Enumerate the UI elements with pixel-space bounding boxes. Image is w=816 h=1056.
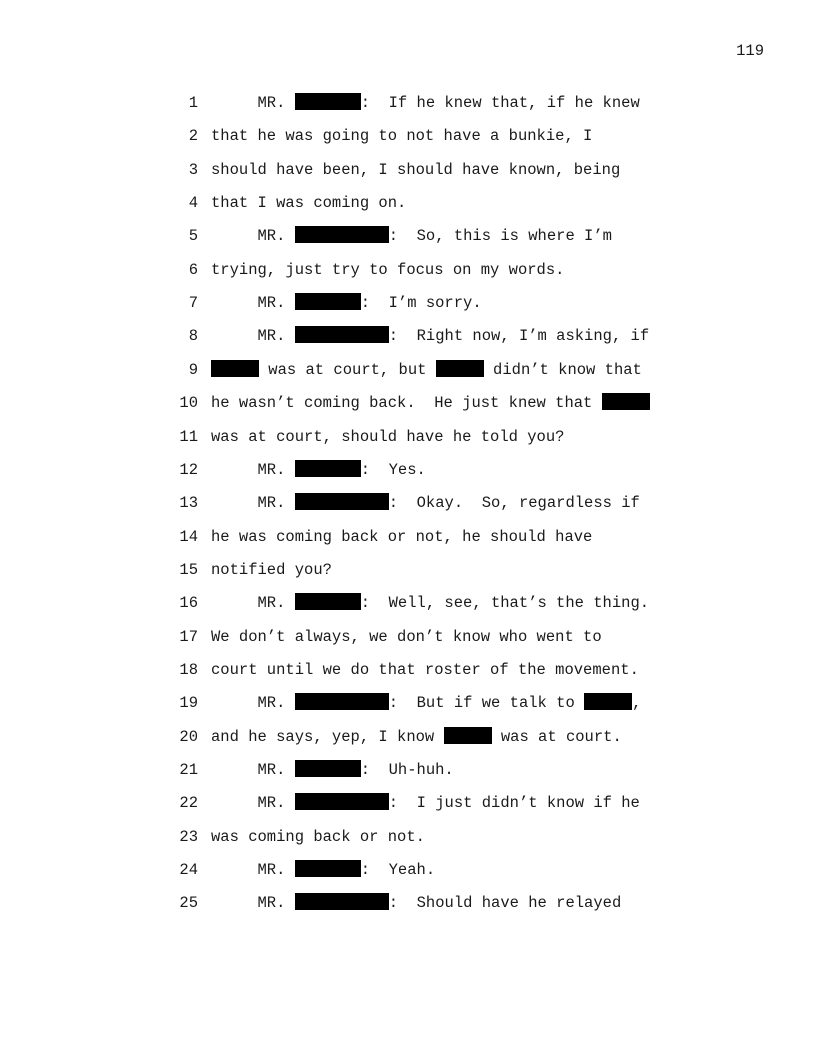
line-text	[211, 560, 332, 580]
page-number: 119	[736, 42, 764, 60]
transcript-line	[0, 893, 816, 913]
line-text	[211, 527, 592, 547]
redaction-block	[584, 693, 632, 710]
transcript-line	[0, 293, 816, 313]
line-text	[211, 760, 454, 780]
transcript-line	[0, 93, 816, 113]
line-number: 8	[188, 327, 198, 346]
line-text-segment: he wasn’t coming back. He just knew that	[211, 394, 602, 413]
redaction-block	[436, 360, 484, 377]
line-text-segment: notified you?	[211, 560, 332, 579]
line-number: 4	[188, 194, 198, 213]
redaction-block	[295, 693, 389, 710]
line-text-segment: MR.	[211, 694, 295, 713]
line-text-segment: trying, just try to focus on my words.	[211, 260, 565, 279]
line-text-segment: and he says, yep, I know	[211, 727, 444, 746]
line-text	[211, 893, 621, 913]
line-text-segment: was coming back or not.	[211, 827, 425, 846]
line-text-segment: MR.	[211, 794, 295, 813]
line-text-segment: : Uh-huh.	[360, 761, 454, 779]
line-text-segment: was at court, should have he told you?	[211, 427, 565, 446]
transcript-line	[0, 260, 816, 280]
redaction-block	[295, 760, 361, 777]
line-number: 18	[179, 660, 198, 679]
line-number: 22	[179, 794, 198, 813]
line-text-segment: MR.	[211, 460, 295, 479]
line-text-segment: : Should have he relayed	[388, 894, 622, 913]
transcript-line	[0, 226, 816, 246]
line-number: 6	[188, 260, 198, 279]
transcript-line	[0, 727, 816, 747]
line-number: 17	[179, 627, 198, 646]
line-number: 20	[179, 727, 198, 746]
redaction-block	[295, 860, 361, 877]
redaction-block	[295, 893, 389, 910]
line-text-segment: : Yeah.	[360, 861, 436, 880]
redaction-block	[295, 326, 389, 343]
line-number: 1	[188, 94, 198, 112]
line-text-segment: : Well, see, that’s the thing.	[360, 594, 650, 613]
transcript-line	[0, 427, 816, 447]
redaction-block	[295, 460, 361, 477]
line-text-segment: : I just didn’t know if he	[388, 794, 640, 813]
line-text	[211, 460, 426, 480]
line-text-segment: MR.	[211, 761, 295, 779]
line-number: 9	[188, 360, 198, 379]
line-number: 2	[188, 127, 198, 146]
redaction-block	[295, 493, 389, 510]
line-number: 12	[179, 460, 198, 479]
line-text	[211, 827, 425, 847]
line-number: 23	[179, 827, 198, 846]
line-text	[211, 326, 649, 346]
redaction-block	[444, 727, 492, 744]
transcript-line	[0, 860, 816, 880]
line-text-segment: was at court, but	[259, 360, 436, 379]
line-text	[211, 860, 435, 880]
line-number: 7	[188, 294, 198, 313]
line-text	[211, 126, 592, 146]
transcript-line	[0, 360, 816, 380]
line-text	[211, 693, 641, 713]
line-number: 24	[179, 861, 198, 880]
line-text	[211, 226, 612, 246]
line-text	[211, 593, 649, 613]
line-text-segment: : If he knew that, if he knew	[360, 94, 640, 112]
line-number: 13	[179, 494, 198, 513]
line-text-segment: : Okay. So, regardless if	[388, 494, 640, 513]
line-text	[211, 427, 564, 447]
redaction-block	[295, 593, 361, 610]
transcript-line	[0, 627, 816, 647]
transcript-line	[0, 793, 816, 813]
transcript-line	[0, 160, 816, 180]
line-text	[211, 293, 482, 313]
line-text	[211, 260, 564, 280]
transcript-line	[0, 660, 816, 680]
line-text-segment: MR.	[211, 861, 295, 880]
line-number: 16	[179, 594, 198, 613]
line-number: 5	[188, 227, 198, 246]
line-number: 21	[179, 761, 198, 779]
line-text-segment: didn’t know that	[483, 360, 642, 379]
redaction-block	[295, 793, 389, 810]
transcript-line	[0, 827, 816, 847]
line-text-segment: : Right now, I’m asking, if	[388, 327, 650, 346]
transcript-line	[0, 126, 816, 146]
line-text	[211, 160, 620, 180]
line-text-segment: he was coming back or not, he should have	[211, 527, 593, 546]
line-text-segment: MR.	[211, 327, 295, 346]
redaction-block	[295, 93, 361, 110]
line-number: 11	[179, 427, 198, 446]
transcript-line	[0, 693, 816, 713]
line-text	[211, 627, 602, 647]
line-number: 15	[179, 560, 198, 579]
line-number: 10	[179, 394, 198, 413]
line-text-segment: : I’m sorry.	[360, 294, 482, 313]
line-text	[211, 660, 639, 680]
line-text	[211, 727, 622, 747]
line-text-segment: that I was coming on.	[211, 194, 407, 213]
line-text	[211, 393, 650, 413]
line-number: 14	[179, 527, 198, 546]
line-text-segment: : But if we talk to	[388, 694, 585, 713]
redaction-block	[295, 226, 389, 243]
transcript-line	[0, 527, 816, 547]
transcript-line	[0, 393, 816, 413]
line-text-segment: ,	[632, 694, 642, 713]
line-text-segment: : Yes.	[360, 460, 426, 479]
line-text	[211, 493, 640, 513]
transcript-line	[0, 593, 816, 613]
transcript-line	[0, 493, 816, 513]
line-text-segment: MR.	[211, 94, 295, 112]
line-text-segment: MR.	[211, 227, 295, 246]
transcript-line	[0, 326, 816, 346]
line-text-segment: : So, this is where I’m	[388, 227, 612, 246]
line-text-segment: MR.	[211, 494, 295, 513]
line-number: 3	[188, 160, 198, 179]
transcript-line	[0, 760, 816, 780]
line-number: 19	[179, 694, 198, 713]
line-text	[211, 193, 406, 213]
transcript-line	[0, 560, 816, 580]
redaction-block	[211, 360, 259, 377]
line-text-segment: MR.	[211, 294, 295, 313]
line-text-segment: court until we do that roster of the movement.	[211, 660, 639, 679]
line-text-segment: We don’t always, we don’t know who went to	[211, 627, 602, 646]
redaction-block	[295, 293, 361, 310]
line-text	[211, 93, 640, 113]
transcript-line	[0, 460, 816, 480]
line-text-segment: that he was going to not have a bunkie, I	[211, 127, 593, 146]
line-text	[211, 793, 640, 813]
line-number: 25	[179, 894, 198, 913]
transcript-line	[0, 193, 816, 213]
line-text-segment: was at court.	[491, 727, 622, 746]
line-text-segment: MR.	[211, 894, 295, 913]
line-text-segment: MR.	[211, 594, 295, 613]
line-text	[211, 360, 642, 380]
line-text-segment: should have been, I should have known, being	[211, 160, 621, 179]
redaction-block	[602, 393, 650, 410]
